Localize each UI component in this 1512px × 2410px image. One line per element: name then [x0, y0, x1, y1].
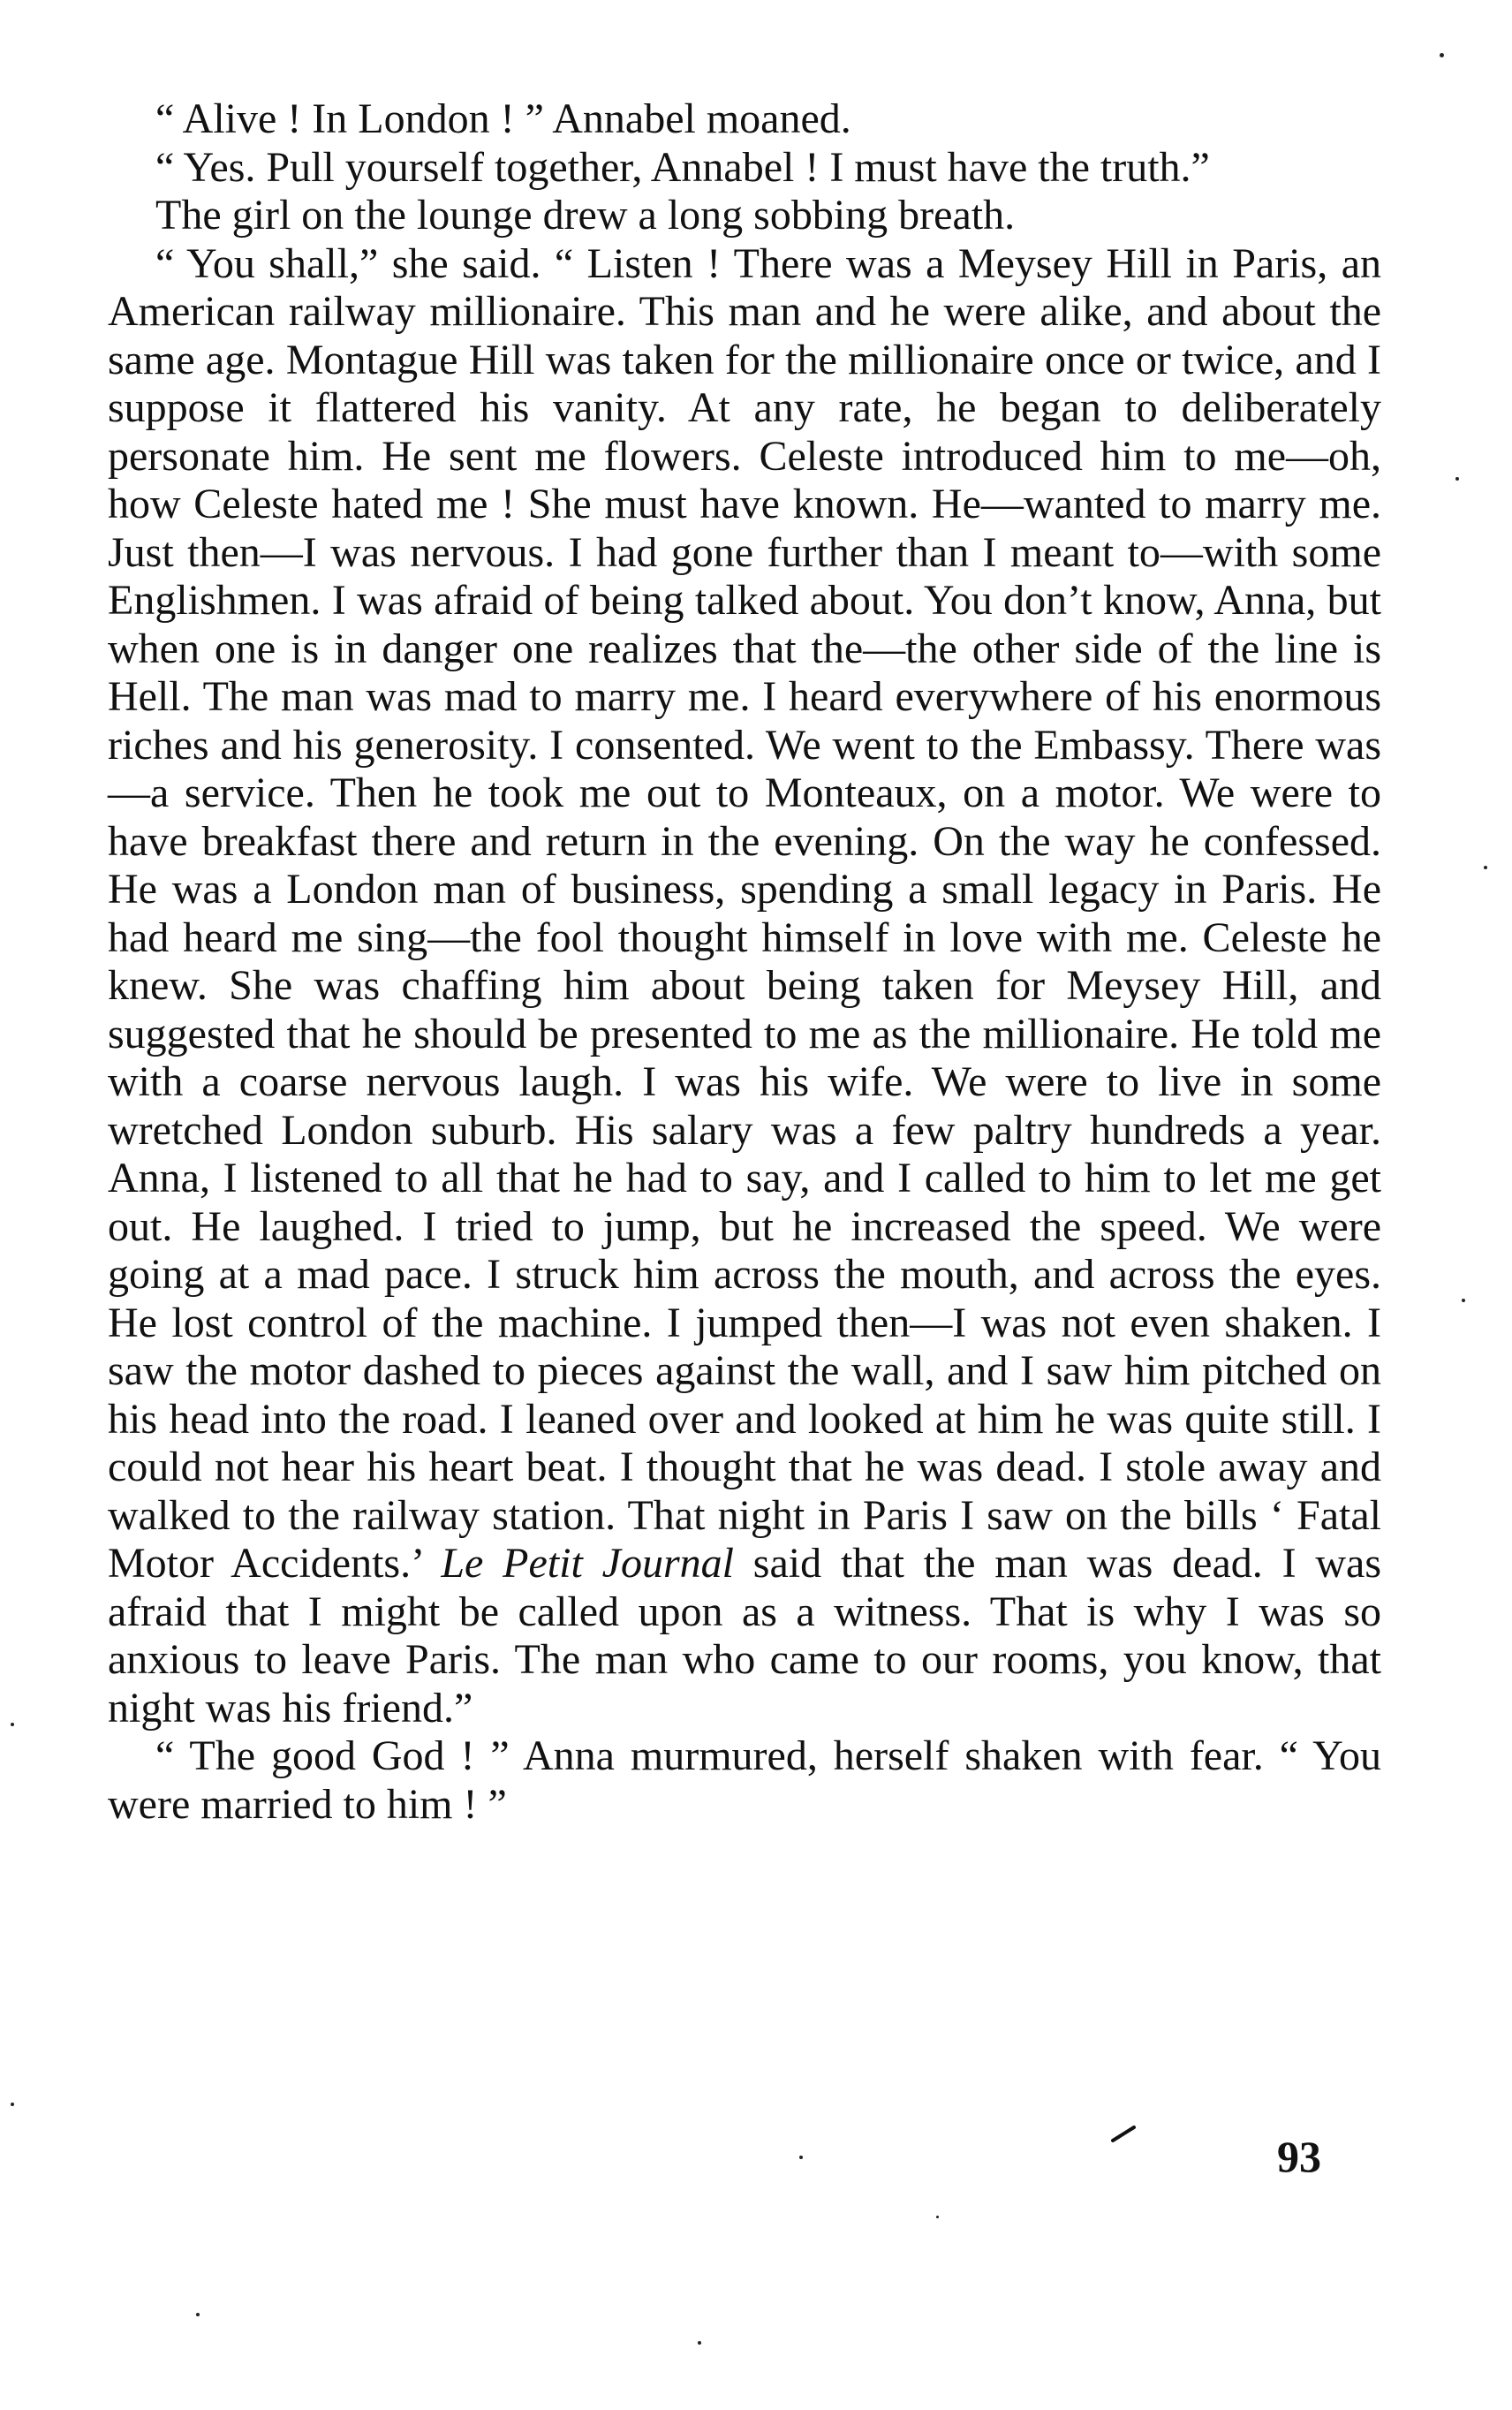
speck-mark	[196, 2313, 200, 2316]
confession-text: “ You shall,” she said. “ Listen ! There was a Meysey Hill in Paris, an American railway millionaire. This man and he were alike, and about the same age. Montague Hill was taken for the millionaire once or twice, and I suppose it flattered his vanity. At any rate, he began to deliberately personate him. He sent me flowers. Celeste introduced him to me—oh, how Celeste hated me ! She must have known. He—wanted to marry me. Just then—I was nervous. I had gone further than I meant to—with some Englishmen. I was afraid of being talked about. You don’t know, Anna, but when one is in danger one realizes that the—the other side of the line is Hell. The man was mad to marry me. I heard everywhere of his enormous riches and his generosity. I consented. We went to the Embassy. There was—a service. Then he took me out to Monteaux, on a motor. We were to have breakfast there and return in the evening. On the way he confessed. He was a London man of business, spending a small legacy in Paris. He had heard me sing—the fool thought himself in love with me. Celeste he knew. She was chaffing him about being taken for Meysey Hill, and suggested that he should be presented to me as the millionaire. He told me with a coarse nervous laugh. I was his wife. We were to live in some wretched London suburb. His salary was a few paltry hundreds a year. Anna, I listened to all that he had to say, and I called to him to let me get out. He laughed. I tried to jump, but he increased the speed. We were going at a mad pace. I struck him across the mouth, and across the eyes. He lost control of the machine. I jumped then—I was not even shaken. I saw the motor dashed to pieces against the wall, and I saw him pitched on his head into the road. I leaned over and looked at him he was quite still. I could not hear his heart beat. I thought that he was dead. I stole away and walked to the railway station. That night in Paris I saw on the bills ‘ Fatal Motor Accidents.’	[108, 239, 1381, 1587]
paragraph-yes: “ Yes. Pull yourself together, Annabel ! I must have the truth.”	[155, 143, 1210, 191]
paragraph-girl-on-lounge: The girl on the lounge drew a long sobbing breath.	[155, 192, 1016, 239]
speck-mark	[11, 2103, 14, 2106]
speck-mark	[936, 2216, 939, 2218]
speck-mark	[1455, 477, 1459, 481]
confession-text-end: said that the man was dead. I was afraid that I might be called upon as a witness. That is why I was so anxious to leave Paris. The man who came to our rooms, you know, that night was his friend.”	[108, 1540, 1382, 1732]
body-text	[108, 95, 1381, 1829]
speck-mark	[799, 2156, 803, 2159]
speck-mark	[11, 1723, 14, 1726]
speck-mark	[1484, 866, 1487, 869]
paragraph-good-god: “ The good God ! ” Anna murmured, herself shaken with fear. “ You were married to him ! ”	[108, 1732, 1381, 1828]
page-number: 93	[1277, 2132, 1321, 2181]
paragraph-confession	[108, 240, 1381, 1733]
speck-mark	[1462, 1299, 1465, 1302]
speck-mark	[698, 2341, 701, 2345]
paragraph-alive: “ Alive ! In London ! ” Annabel moaned.	[155, 95, 851, 142]
speck-mark	[1440, 53, 1444, 57]
newspaper-title: Le Petit Journal	[441, 1540, 734, 1587]
pen-mark-icon	[1111, 2125, 1136, 2142]
